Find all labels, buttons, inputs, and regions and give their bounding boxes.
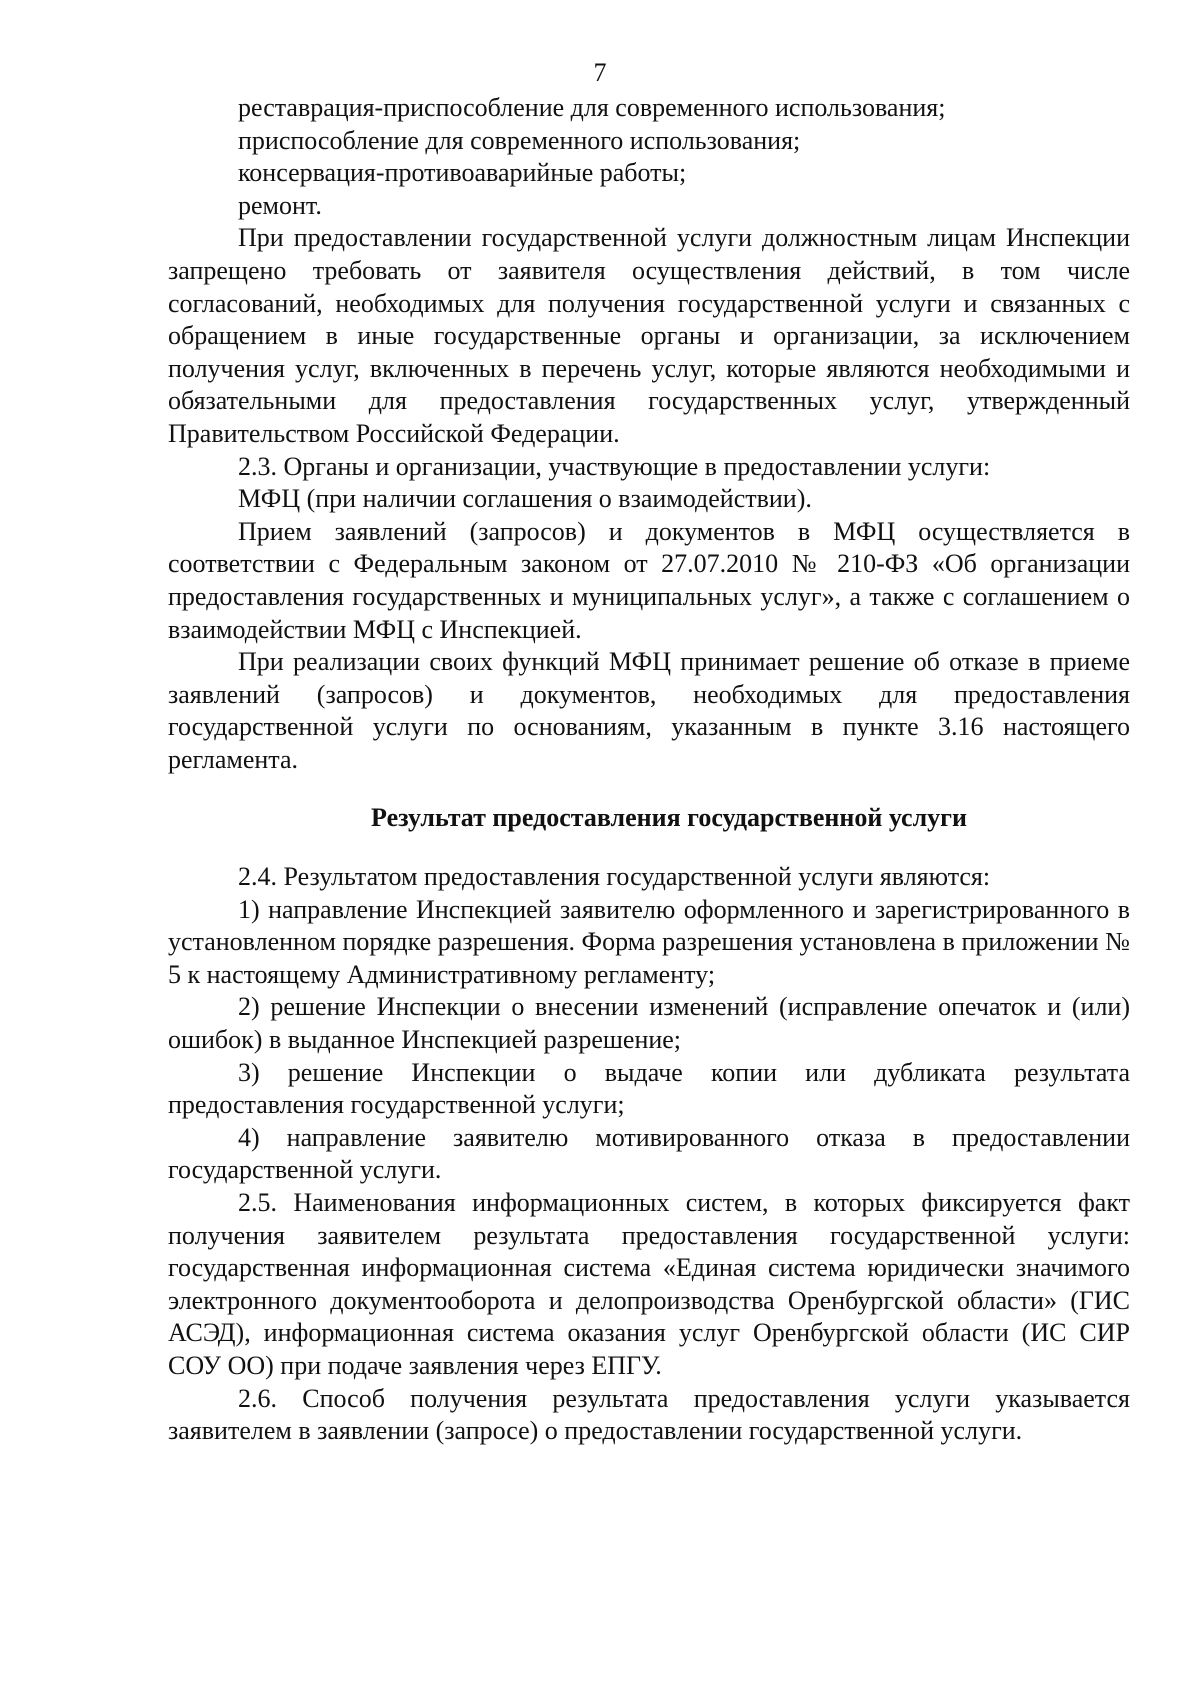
paragraph-2-3: 2.3. Органы и организации, участвующие в предоставлении услуги: [238, 451, 991, 481]
section-heading: Результат предоставления государственной услуги [371, 803, 967, 833]
paragraph-prohibition: При предоставлении государственной услуги должностным лицам Инспекции запрещено требовать от заявителя осуществления действий, в том числе согласований, необходимых для получения государственной услуги и связанных с обращением в иные государственные органы и организации, за исключением получения услуг, включенных в перечень услуг, которые являются необходимыми и обязательными для предоставления государственных услуг, утвержденный Правительством Российской Федерации. [168, 223, 1130, 448]
paragraph-mfc: МФЦ (при наличии соглашения о взаимодействии). [238, 484, 812, 514]
list-item: реставрация-приспособление для современного использования; [238, 93, 946, 122]
paragraph-reception: Прием заявлений (запросов) и документов в МФЦ осуществляется в соответствии с Федеральным законом от 27.07.2010 № 210-ФЗ «Об организации предоставления государственных и муниципальных услуг», а также с соглашением о взаимодействии МФЦ с Инспекцией. [168, 516, 1130, 644]
paragraph-result-2: 2) решение Инспекции о внесении изменений (исправление опечаток и (или) ошибок) в выданное Инспекцией разрешение; [168, 992, 1130, 1055]
paragraph-refusal: При реализации своих функций МФЦ принимает решение об отказе в приеме заявлений (запросов) и документов, необходимых для предоставления государственной услуги по основаниям, указанным в пункте 3.16 настоящего регламента. [168, 647, 1130, 774]
document-body [168, 92, 1130, 1448]
paragraph-result-4: 4) направление заявителю мотивированного отказа в предоставлении государственной услуги. [168, 1122, 1130, 1185]
paragraph-result-3: 3) решение Инспекции о выдаче копии или дубликата результата предоставления государственной услуги; [168, 1057, 1130, 1120]
list-item: консервация-противоаварийные работы; [238, 158, 687, 188]
list-item: приспособление для современного использования; [238, 125, 801, 155]
paragraph-2-6: 2.6. Способ получения результата предоставления услуги указывается заявителем в заявлении (запросе) о предоставлении государственной услуги. [168, 1383, 1130, 1446]
list-item: ремонт. [238, 190, 322, 220]
paragraph-2-5: 2.5. Наименования информационных систем, в которых фиксируется факт получения заявителем результата предоставления государственной услуги: государственная информационная система «Единая система юридически значимого электронного документооборота и делопроизводства Оренбургской области» (ГИС АСЭД), информационная система оказания услуг Оренбургской области (ИС СИР СОУ ОО) при подаче заявления через ЕПГУ. [168, 1188, 1130, 1380]
paragraph-2-4: 2.4. Результатом предоставления государственной услуги являются: [238, 862, 991, 892]
page-number: 7 [593, 58, 607, 87]
paragraph-result-1: 1) направление Инспекцией заявителю оформленного и зарегистрированного в установленном порядке разрешения. Форма разрешения установлена в приложении № 5 к настоящему Административному регламенту; [168, 894, 1130, 989]
